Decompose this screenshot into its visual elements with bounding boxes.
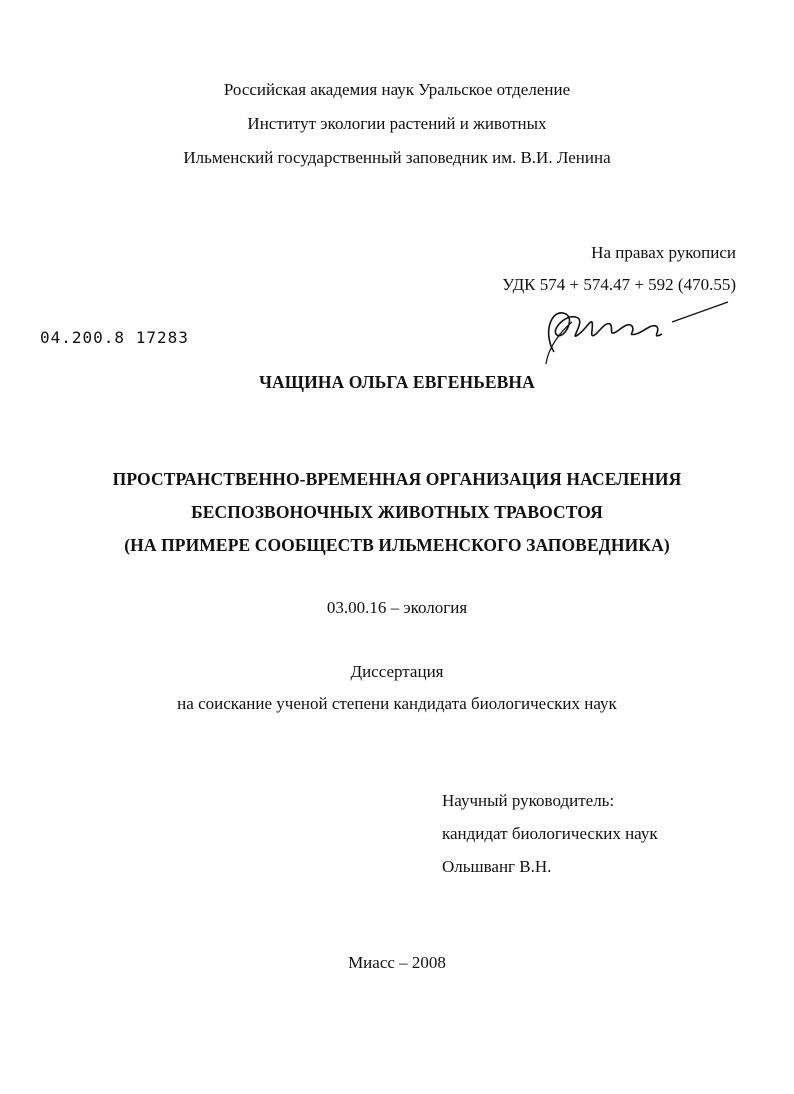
thesis-title-line-1: ПРОСТРАНСТВЕННО-ВРЕМЕННАЯ ОРГАНИЗАЦИЯ НАСЕЛЕНИЯ [112, 469, 682, 489]
supervisor-label: Научный руководитель: [442, 791, 615, 810]
supervisor-degree: кандидат биологических наук [442, 824, 658, 843]
thesis-title-line-3: (НА ПРИМЕРЕ СООБЩЕСТВ ИЛЬМЕНСКОГО ЗАПОВЕДНИКА) [124, 535, 670, 555]
dissertation-purpose: на соискание ученой степени кандидата биологических наук [177, 694, 617, 713]
udc-code: УДК 574 + 574.47 + 592 (470.55) [502, 275, 736, 294]
dissertation-type: Диссертация [350, 662, 444, 681]
signature-image [532, 292, 732, 372]
author-name: ЧАЩИНА ОЛЬГА ЕВГЕНЬЕВНА [259, 372, 535, 392]
org-header-line-3: Ильменский государственный заповедник им. В.И. Ленина [183, 148, 611, 167]
archive-stamp-number: 04.200.8 17283 [40, 328, 189, 347]
thesis-title-line-2: БЕСПОЗВОНОЧНЫХ ЖИВОТНЫХ ТРАВОСТОЯ [191, 502, 603, 522]
place-and-year: Миасс – 2008 [348, 953, 446, 972]
specialty-code: 03.00.16 – экология [326, 598, 468, 617]
supervisor-name: Ольшванг В.Н. [442, 857, 552, 876]
org-header-line-2: Институт экологии растений и животных [247, 114, 547, 133]
org-header-line-1: Российская академия наук Уральское отделение [223, 80, 571, 99]
manuscript-rights-label: На правах рукописи [591, 243, 736, 262]
